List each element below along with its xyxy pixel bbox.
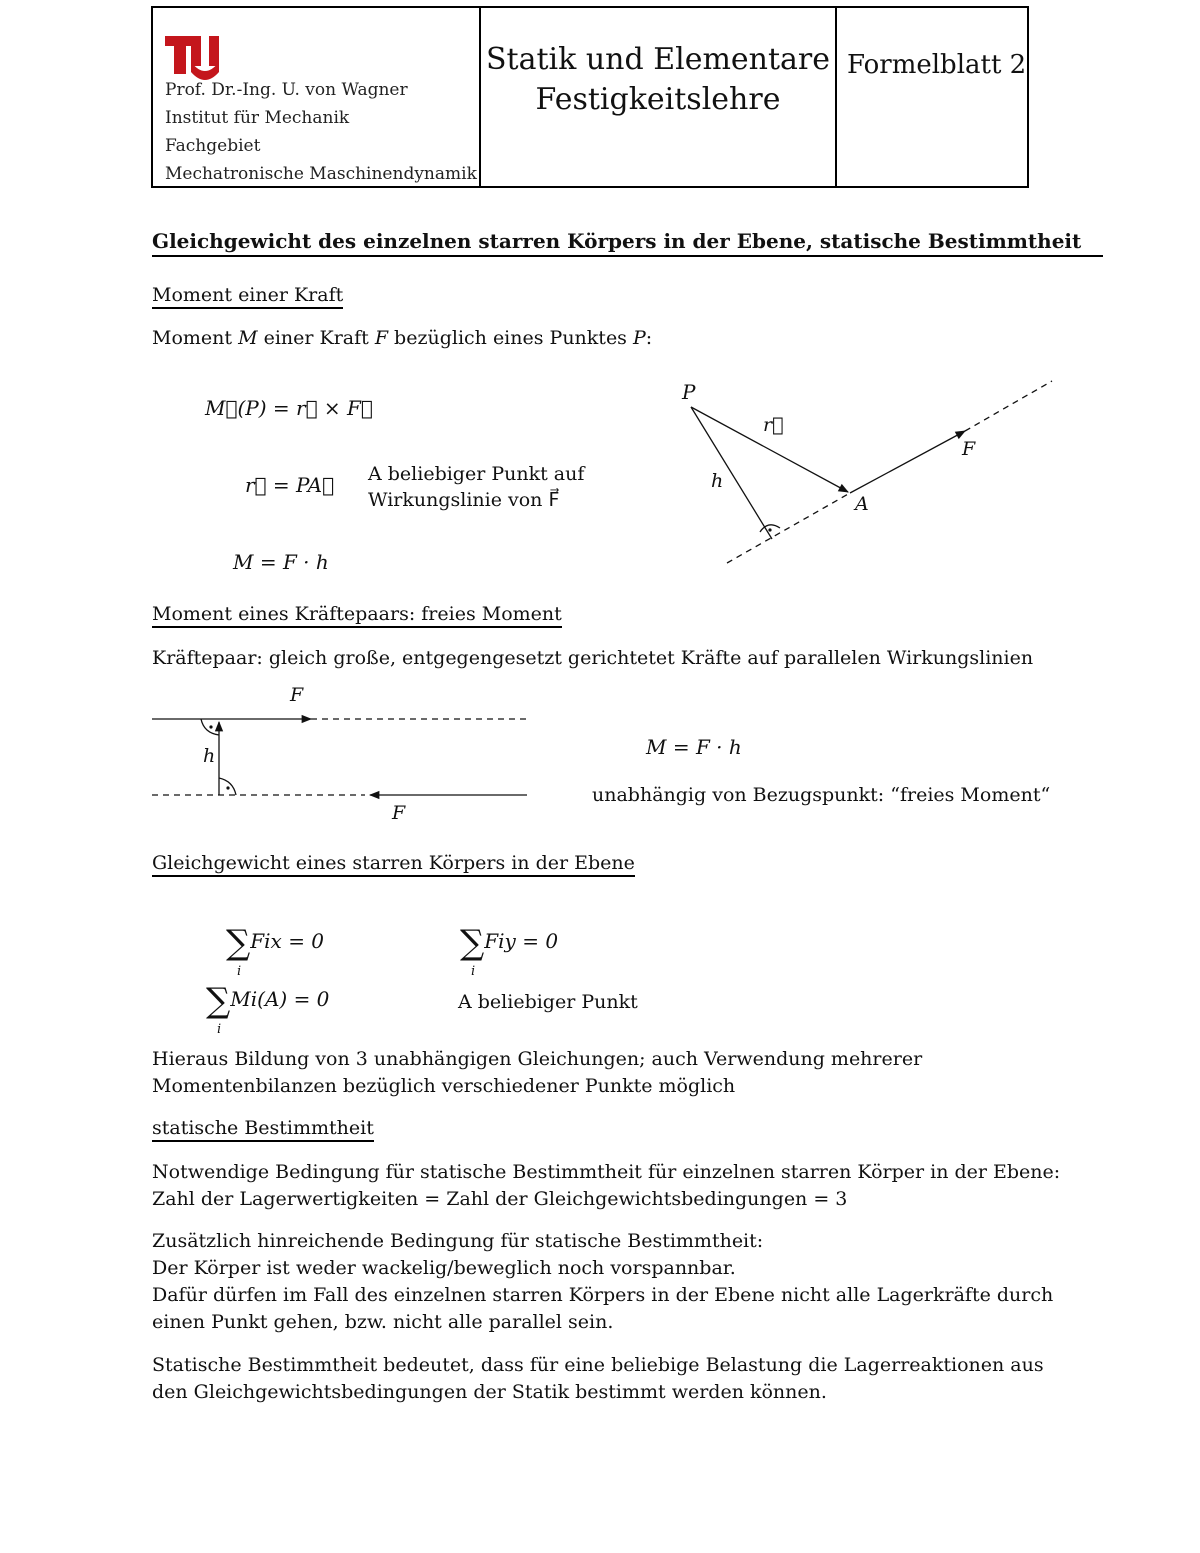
section-title: Gleichgewicht des einzelnen starren Körpers in der Ebene, statische Bestimmtheit: [152, 229, 1103, 257]
determinacy-sufficient-condition: Zusätzlich hinreichende Bedingung für statische Bestimmtheit: Der Körper ist weder wackelig/beweglich noch vorspannbar. Dafür dürfen im Fall des einzelnen starren Körpers in der Ebene nicht alle Lagerkräfte durch einen Punkt gehen, bzw. nicht alle parallel sein.: [152, 1230, 1054, 1333]
force-f-label: F: [962, 438, 976, 460]
point-a-label: A: [855, 493, 869, 515]
sum-fx-equation: ∑Fix = 0: [226, 923, 325, 963]
moment-heading: Moment einer Kraft: [152, 284, 343, 309]
department-name: Mechatronische Maschinendynamik: [165, 164, 477, 184]
couple-bottom-f-label: F: [392, 802, 406, 824]
sum-fx-index: i: [237, 964, 242, 979]
sum-fy-equation: ∑Fiy = 0: [460, 923, 559, 963]
couple-h-label: h: [203, 745, 216, 767]
equilibrium-text: Hieraus Bildung von 3 unabhängigen Gleichungen; auch Verwendung mehrerer Momentenbilanzen bezüglich verschiedener Punkte möglich: [152, 1048, 923, 1097]
equilibrium-heading: Gleichgewicht eines starren Körpers in der Ebene: [152, 852, 635, 877]
moment-intro: Moment M einer Kraft F bezüglich eines Punktes P:: [152, 327, 653, 349]
department-label: Fachgebiet: [165, 136, 261, 156]
point-p-label: P: [682, 380, 696, 404]
course-title-line1: Statik und Elementare: [485, 42, 831, 77]
determinacy-meaning: Statische Bestimmtheit bedeutet, dass für eine beliebige Belastung die Lagerreaktionen aus den Gleichgewichtsbedingungen der Statik bestimmt werden können.: [152, 1354, 1044, 1403]
moment-scalar-equation: M = F · h: [233, 550, 329, 574]
course-title-line2: Festigkeitslehre: [535, 82, 781, 117]
couple-text: Kräftepaar: gleich große, entgegengesetzt gerichtetet Kräfte auf parallelen Wirkungslinien: [152, 647, 1034, 669]
sum-moment-index: i: [217, 1022, 222, 1037]
sheet-label: Formelblatt 2: [847, 50, 1027, 80]
institute-name: Institut für Mechanik: [165, 108, 350, 128]
position-vector-equation: r⃗ = PA⃗: [245, 473, 335, 497]
determinacy-necessary-condition: Notwendige Bedingung für statische Bestimmtheit für einzelnen starren Körper in der Ebene: Zahl der Lagerwertigkeiten = Zahl der Gleichgewichtsbedingungen = 3: [152, 1161, 1061, 1210]
lever-h-label: h: [711, 470, 724, 492]
vector-r-label: r⃗: [763, 414, 784, 436]
moment-vector-equation: M⃗(P) = r⃗ × F⃗: [205, 396, 373, 420]
sum-moment-equation: ∑Mi(A) = 0: [206, 981, 330, 1021]
couple-free-moment-note: unabhängig von Bezugspunkt: “freies Moment“: [592, 784, 1051, 806]
sum-fy-index: i: [471, 964, 476, 979]
determinacy-heading: statische Bestimmtheit: [152, 1117, 374, 1142]
arbitrary-point-note: A beliebiger Punkt: [458, 991, 638, 1013]
author-name: Prof. Dr.-Ing. U. von Wagner: [165, 80, 408, 100]
couple-moment-equation: M = F · h: [646, 735, 742, 759]
couple-heading: Moment eines Kräftepaars: freies Moment: [152, 603, 562, 628]
position-vector-note: A beliebiger Punkt auf Wirkungslinie von F⃗: [368, 463, 585, 511]
couple-top-f-label: F: [290, 684, 304, 706]
